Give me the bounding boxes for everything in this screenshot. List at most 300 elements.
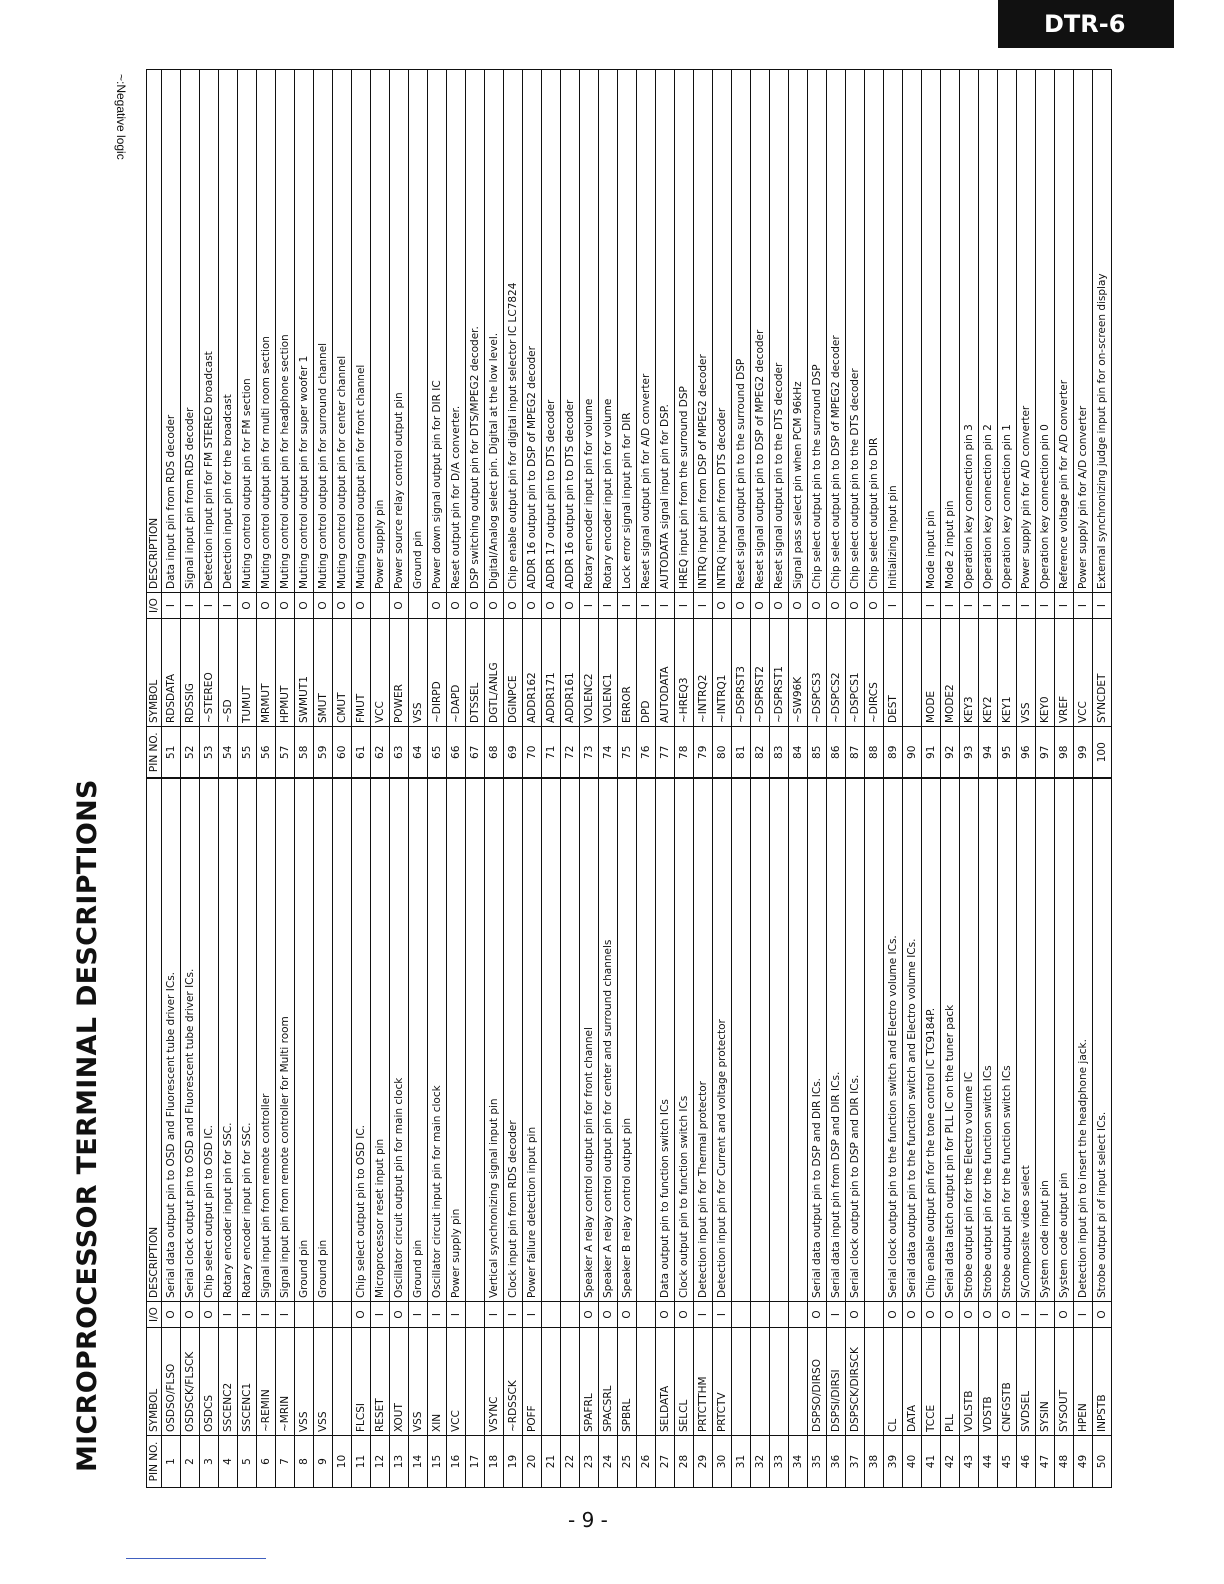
pin-description: Power supply pin bbox=[447, 779, 466, 1302]
pin-description: Rotary encoder input pin for volume bbox=[580, 70, 599, 593]
pin-io: O bbox=[618, 1302, 637, 1328]
header-symbol: SYMBOL bbox=[147, 619, 162, 727]
pin-description: System code input pin bbox=[1036, 779, 1055, 1302]
pin-description: Chip select output pin to the surround DSP bbox=[808, 70, 827, 593]
pin-symbol: CMUT bbox=[333, 619, 352, 727]
pin-description bbox=[903, 70, 922, 593]
table-row bbox=[1017, 70, 1036, 1488]
table-row bbox=[542, 70, 561, 1488]
pin-io: O bbox=[428, 593, 447, 619]
table-row bbox=[922, 70, 941, 1488]
pin-description: Vertical synchronizing signal input pin bbox=[485, 779, 504, 1302]
pin-number: 65 bbox=[428, 727, 447, 779]
pin-number: 58 bbox=[295, 727, 314, 779]
pin-io bbox=[466, 1302, 485, 1328]
pin-description: Operation key connection pin 1 bbox=[998, 70, 1017, 593]
pin-io: I bbox=[371, 1302, 390, 1328]
pin-number: 48 bbox=[1055, 1436, 1074, 1488]
pin-number: 72 bbox=[561, 727, 580, 779]
pin-description: Reset signal output pin for A/D converter bbox=[637, 70, 656, 593]
pin-io bbox=[371, 593, 390, 619]
pin-description: S/Composite video select bbox=[1017, 779, 1036, 1302]
pin-io: O bbox=[561, 593, 580, 619]
pin-io: O bbox=[504, 593, 523, 619]
table-row bbox=[523, 70, 542, 1488]
pin-io: I bbox=[276, 1302, 295, 1328]
table-row bbox=[732, 70, 751, 1488]
pin-description: Reset output pin for D/A converter. bbox=[447, 70, 466, 593]
table-row bbox=[333, 70, 352, 1488]
terminal-table-body bbox=[162, 70, 1112, 1488]
pin-description bbox=[561, 779, 580, 1302]
pin-io: O bbox=[1055, 1302, 1074, 1328]
pin-symbol: DPD bbox=[637, 619, 656, 727]
pin-symbol: SMUT bbox=[314, 619, 333, 727]
table-row bbox=[1036, 70, 1055, 1488]
pin-number: 33 bbox=[770, 1436, 789, 1488]
pin-io: O bbox=[162, 1302, 181, 1328]
pin-description: Muting control output pin for multi room section bbox=[257, 70, 276, 593]
table-row bbox=[257, 70, 276, 1488]
table-row bbox=[219, 70, 238, 1488]
pin-number: 75 bbox=[618, 727, 637, 779]
pin-io: I bbox=[960, 593, 979, 619]
pin-number: 85 bbox=[808, 727, 827, 779]
pin-io: I bbox=[1017, 1302, 1036, 1328]
pin-number: 38 bbox=[865, 1436, 884, 1488]
pin-io: I bbox=[219, 1302, 238, 1328]
pin-description: HREQ input pin from the surround DSP bbox=[675, 70, 694, 593]
pin-number: 7 bbox=[276, 1436, 295, 1488]
pin-symbol: ~DSPRST3 bbox=[732, 619, 751, 727]
pin-symbol: DATA bbox=[903, 1328, 922, 1436]
terminal-table-rotated bbox=[146, 70, 1108, 1488]
pin-description: Signal input pin from remote controller bbox=[257, 779, 276, 1302]
pin-io bbox=[295, 1302, 314, 1328]
pin-symbol: DSPSI/DIRSI bbox=[827, 1328, 846, 1436]
pin-io: O bbox=[960, 1302, 979, 1328]
pin-io: O bbox=[675, 1302, 694, 1328]
terminal-table-frame bbox=[146, 70, 1108, 1488]
pin-symbol: DEST bbox=[884, 619, 903, 727]
pin-io bbox=[409, 593, 428, 619]
pin-number: 34 bbox=[789, 1436, 808, 1488]
pin-io: I bbox=[409, 1302, 428, 1328]
pin-description: Digital/Analog select pin. Digital at the low level. bbox=[485, 70, 504, 593]
pin-description: Oscillator circuit output pin for main clock bbox=[390, 779, 409, 1302]
pin-description: Chip enable output pin for digital input selector IC LC7824 bbox=[504, 70, 523, 593]
model-badge bbox=[998, 0, 1174, 48]
pin-number: 46 bbox=[1017, 1436, 1036, 1488]
pin-io: O bbox=[979, 1302, 998, 1328]
pin-description: Muting control output pin for FM section bbox=[238, 70, 257, 593]
pin-number: 64 bbox=[409, 727, 428, 779]
pin-description: Signal input pin from remote controller for Multi room bbox=[276, 779, 295, 1302]
pin-io: I bbox=[238, 1302, 257, 1328]
pin-description bbox=[466, 779, 485, 1302]
pin-description bbox=[542, 779, 561, 1302]
pin-number: 53 bbox=[200, 727, 219, 779]
pin-symbol: KEY3 bbox=[960, 619, 979, 727]
pin-symbol: ~INTRQ1 bbox=[713, 619, 732, 727]
pin-description: Clock input pin from RDS decoder bbox=[504, 779, 523, 1302]
pin-number: 63 bbox=[390, 727, 409, 779]
pin-symbol: VOLENC1 bbox=[599, 619, 618, 727]
table-row bbox=[390, 70, 409, 1488]
pin-number: 91 bbox=[922, 727, 941, 779]
table-row bbox=[827, 70, 846, 1488]
table-row bbox=[409, 70, 428, 1488]
pin-description: Muting control output pin for surround channel bbox=[314, 70, 333, 593]
negative-logic-text: ~:Negative logic bbox=[114, 74, 128, 160]
footer-rule bbox=[126, 1558, 266, 1559]
pin-number: 24 bbox=[599, 1436, 618, 1488]
pin-number: 19 bbox=[504, 1436, 523, 1488]
pin-number: 14 bbox=[409, 1436, 428, 1488]
pin-number: 71 bbox=[542, 727, 561, 779]
pin-number: 74 bbox=[599, 727, 618, 779]
pin-number: 31 bbox=[732, 1436, 751, 1488]
pin-symbol: ~DIRCS bbox=[865, 619, 884, 727]
pin-io: O bbox=[447, 593, 466, 619]
table-row bbox=[751, 70, 770, 1488]
pin-io: I bbox=[827, 1302, 846, 1328]
table-row bbox=[200, 70, 219, 1488]
pin-io: I bbox=[447, 1302, 466, 1328]
pin-number: 37 bbox=[846, 1436, 865, 1488]
pin-symbol: SELDATA bbox=[656, 1328, 675, 1436]
pin-number: 80 bbox=[713, 727, 732, 779]
pin-number: 82 bbox=[751, 727, 770, 779]
pin-number: 50 bbox=[1093, 1436, 1112, 1488]
pin-description: Muting control output pin for super woofer 1 bbox=[295, 70, 314, 593]
pin-symbol bbox=[865, 1328, 884, 1436]
pin-description: Detection input pin for Current and voltage protector bbox=[713, 779, 732, 1302]
pin-symbol: TUMUT bbox=[238, 619, 257, 727]
pin-description: Power source relay control output pin bbox=[390, 70, 409, 593]
pin-symbol: RDSSIG bbox=[181, 619, 200, 727]
pin-symbol: VSS bbox=[314, 1328, 333, 1436]
pin-symbol: SSCENC1 bbox=[238, 1328, 257, 1436]
header-symbol: SYMBOL bbox=[147, 1328, 162, 1436]
pin-description: Operation key connection pin 0 bbox=[1036, 70, 1055, 593]
pin-number: 15 bbox=[428, 1436, 447, 1488]
pin-symbol: ~RDSSCK bbox=[504, 1328, 523, 1436]
pin-symbol: ~DSPCS2 bbox=[827, 619, 846, 727]
pin-io: I bbox=[200, 593, 219, 619]
pin-io: O bbox=[314, 593, 333, 619]
pin-number: 92 bbox=[941, 727, 960, 779]
header-io: I/O bbox=[147, 593, 162, 619]
pin-description: Clock output pin to function switch ICs bbox=[675, 779, 694, 1302]
pin-description: Detection input pin for the broadcast bbox=[219, 70, 238, 593]
pin-symbol: ~DSPRST2 bbox=[751, 619, 770, 727]
pin-io: I bbox=[884, 593, 903, 619]
table-row bbox=[1055, 70, 1074, 1488]
pin-symbol: MODE bbox=[922, 619, 941, 727]
pin-symbol: ~STEREO bbox=[200, 619, 219, 727]
pin-description: ADDR 17 output pin to DTS decoder bbox=[542, 70, 561, 593]
table-row bbox=[580, 70, 599, 1488]
pin-number: 11 bbox=[352, 1436, 371, 1488]
header-pin-no: PIN NO. bbox=[147, 727, 162, 779]
table-row bbox=[846, 70, 865, 1488]
pin-number: 41 bbox=[922, 1436, 941, 1488]
pin-io: I bbox=[1036, 1302, 1055, 1328]
pin-io: I bbox=[694, 1302, 713, 1328]
pin-description: Signal pass select pin when PCM 96kHz bbox=[789, 70, 808, 593]
pin-description: Microprocessor reset input pin bbox=[371, 779, 390, 1302]
pin-symbol bbox=[561, 1328, 580, 1436]
pin-description: Power down signal output pin for DIR IC bbox=[428, 70, 447, 593]
pin-symbol: VOLENC2 bbox=[580, 619, 599, 727]
pin-description: System code output pin bbox=[1055, 779, 1074, 1302]
pin-description: Speaker A relay control output pin for center and surround channels bbox=[599, 779, 618, 1302]
header-description: DESCRIPTION bbox=[147, 779, 162, 1302]
pin-io: O bbox=[580, 1302, 599, 1328]
pin-symbol: ~REMIN bbox=[257, 1328, 276, 1436]
pin-symbol: HPEN bbox=[1074, 1328, 1093, 1436]
pin-number: 68 bbox=[485, 727, 504, 779]
pin-number: 42 bbox=[941, 1436, 960, 1488]
pin-symbol: KEY2 bbox=[979, 619, 998, 727]
pin-io: O bbox=[998, 1302, 1017, 1328]
pin-symbol: VCC bbox=[447, 1328, 466, 1436]
pin-number: 59 bbox=[314, 727, 333, 779]
pin-description bbox=[865, 779, 884, 1302]
pin-description: Data output pin to function switch ICs bbox=[656, 779, 675, 1302]
pin-description: Muting control output pin for front channel bbox=[352, 70, 371, 593]
table-row bbox=[238, 70, 257, 1488]
pin-description: Serial data output pin to OSD and Fluorescent tube driver ICs. bbox=[162, 779, 181, 1302]
pin-description: Strobe output pin for the Electro volume IC bbox=[960, 779, 979, 1302]
pin-symbol bbox=[770, 1328, 789, 1436]
pin-description: Chip select output pin to OSD IC. bbox=[352, 779, 371, 1302]
pin-symbol: MODE2 bbox=[941, 619, 960, 727]
pin-symbol: POFF bbox=[523, 1328, 542, 1436]
pin-number: 43 bbox=[960, 1436, 979, 1488]
table-row bbox=[181, 70, 200, 1488]
pin-number: 44 bbox=[979, 1436, 998, 1488]
pin-io bbox=[770, 1302, 789, 1328]
pin-io: I bbox=[675, 593, 694, 619]
pin-io: I bbox=[485, 1302, 504, 1328]
pin-number: 76 bbox=[637, 727, 656, 779]
pin-description: Detection input pin for Thermal protector bbox=[694, 779, 713, 1302]
pin-io: O bbox=[903, 1302, 922, 1328]
table-row bbox=[656, 70, 675, 1488]
pin-number: 51 bbox=[162, 727, 181, 779]
pin-description: Strobe output pi of input select ICs. bbox=[1093, 779, 1112, 1302]
pin-description bbox=[789, 779, 808, 1302]
pin-number: 25 bbox=[618, 1436, 637, 1488]
pin-description: Mode input pin bbox=[922, 70, 941, 593]
pin-description: Rotary encoder input pin for SSC. bbox=[238, 779, 257, 1302]
pin-symbol: RDSDATA bbox=[162, 619, 181, 727]
pin-description: Serial data latch output pin for PLL IC on the tuner pack bbox=[941, 779, 960, 1302]
pin-number: 62 bbox=[371, 727, 390, 779]
pin-symbol: VCC bbox=[1074, 619, 1093, 727]
pin-io: I bbox=[694, 593, 713, 619]
pin-io: O bbox=[238, 593, 257, 619]
page-title: MICROPROCESSOR TERMINAL DESCRIPTIONS bbox=[72, 779, 103, 1472]
table-row bbox=[618, 70, 637, 1488]
pin-description: Detection input pin for FM STEREO broadcast bbox=[200, 70, 219, 593]
pin-description: Speaker A relay control output pin for front channel bbox=[580, 779, 599, 1302]
table-row bbox=[1074, 70, 1093, 1488]
pin-io: I bbox=[599, 593, 618, 619]
pin-number: 73 bbox=[580, 727, 599, 779]
pin-symbol: ~HREQ3 bbox=[675, 619, 694, 727]
pin-description: Strobe output pin for the function switch ICs bbox=[998, 779, 1017, 1302]
terminal-table bbox=[146, 69, 1112, 1488]
pin-description: Ground pin bbox=[409, 779, 428, 1302]
pin-symbol: VREF bbox=[1055, 619, 1074, 727]
pin-io: O bbox=[808, 1302, 827, 1328]
pin-io: O bbox=[789, 593, 808, 619]
pin-description: Detection input pin to insert the headphone jack. bbox=[1074, 779, 1093, 1302]
pin-description: Rotary encoder input pin for SSC. bbox=[219, 779, 238, 1302]
pin-number: 30 bbox=[713, 1436, 732, 1488]
pin-symbol: RESET bbox=[371, 1328, 390, 1436]
pin-number: 45 bbox=[998, 1436, 1017, 1488]
table-row bbox=[276, 70, 295, 1488]
pin-description: External synchronizing judge input pin for on-screen display bbox=[1093, 70, 1112, 593]
pin-description: Strobe output pin for the function switch ICs bbox=[979, 779, 998, 1302]
pin-number: 1 bbox=[162, 1436, 181, 1488]
pin-number: 8 bbox=[295, 1436, 314, 1488]
pin-description: AUTODATA signal input pin for DSP. bbox=[656, 70, 675, 593]
pin-io: O bbox=[941, 1302, 960, 1328]
pin-io: O bbox=[713, 593, 732, 619]
pin-symbol: VSS bbox=[1017, 619, 1036, 727]
pin-io: O bbox=[333, 593, 352, 619]
pin-description: Power supply pin for A/D converter bbox=[1017, 70, 1036, 593]
pin-io: I bbox=[428, 1302, 447, 1328]
pin-description: Muting control output pin for center channel bbox=[333, 70, 352, 593]
pin-symbol bbox=[903, 619, 922, 727]
pin-io: O bbox=[390, 1302, 409, 1328]
pin-symbol: SELCL bbox=[675, 1328, 694, 1436]
pin-io: I bbox=[637, 593, 656, 619]
pin-description: Oscillator circuit input pin for main clock bbox=[428, 779, 447, 1302]
pin-symbol: KEY0 bbox=[1036, 619, 1055, 727]
pin-number: 49 bbox=[1074, 1436, 1093, 1488]
pin-number: 21 bbox=[542, 1436, 561, 1488]
pin-number: 22 bbox=[561, 1436, 580, 1488]
pin-symbol: SYSOUT bbox=[1055, 1328, 1074, 1436]
table-header-row bbox=[147, 70, 162, 1488]
pin-symbol bbox=[751, 1328, 770, 1436]
pin-symbol: DTSSEL bbox=[466, 619, 485, 727]
pin-symbol bbox=[333, 1328, 352, 1436]
pin-description: Ground pin bbox=[409, 70, 428, 593]
pin-number: 39 bbox=[884, 1436, 903, 1488]
pin-number: 9 bbox=[314, 1436, 333, 1488]
table-row bbox=[770, 70, 789, 1488]
pin-symbol: SVDSEL bbox=[1017, 1328, 1036, 1436]
pin-symbol: ADDR171 bbox=[542, 619, 561, 727]
pin-io: O bbox=[523, 593, 542, 619]
table-row bbox=[371, 70, 390, 1488]
pin-number: 77 bbox=[656, 727, 675, 779]
pin-symbol: MRMUT bbox=[257, 619, 276, 727]
pin-description bbox=[333, 779, 352, 1302]
pin-number: 52 bbox=[181, 727, 200, 779]
pin-symbol: ~SD bbox=[219, 619, 238, 727]
header-pin-no: PIN NO. bbox=[147, 1436, 162, 1488]
pin-number: 86 bbox=[827, 727, 846, 779]
pin-description bbox=[751, 779, 770, 1302]
pin-io: O bbox=[884, 1302, 903, 1328]
pin-number: 20 bbox=[523, 1436, 542, 1488]
pin-number: 93 bbox=[960, 727, 979, 779]
pin-symbol: VDSTB bbox=[979, 1328, 998, 1436]
pin-number: 60 bbox=[333, 727, 352, 779]
pin-number: 54 bbox=[219, 727, 238, 779]
pin-number: 23 bbox=[580, 1436, 599, 1488]
pin-number: 70 bbox=[523, 727, 542, 779]
pin-number: 16 bbox=[447, 1436, 466, 1488]
pin-symbol: DGINPCE bbox=[504, 619, 523, 727]
pin-symbol: ~MRIN bbox=[276, 1328, 295, 1436]
pin-description: Serial data input pin from DSP and DIR ICs. bbox=[827, 779, 846, 1302]
pin-number: 78 bbox=[675, 727, 694, 779]
pin-number: 2 bbox=[181, 1436, 200, 1488]
pin-symbol bbox=[732, 1328, 751, 1436]
pin-io: O bbox=[846, 593, 865, 619]
pin-description: Ground pin bbox=[295, 779, 314, 1302]
pin-symbol: XIN bbox=[428, 1328, 447, 1436]
table-row bbox=[485, 70, 504, 1488]
pin-symbol: OSDSCK/FLSCK bbox=[181, 1328, 200, 1436]
pin-io: I bbox=[1055, 593, 1074, 619]
pin-symbol: PRTCTV bbox=[713, 1328, 732, 1436]
pin-description: Reset signal output pin to the DTS decoder bbox=[770, 70, 789, 593]
pin-number: 89 bbox=[884, 727, 903, 779]
pin-symbol: ~DIRPD bbox=[428, 619, 447, 727]
pin-symbol bbox=[466, 1328, 485, 1436]
pin-description: Power failure detection input pin bbox=[523, 779, 542, 1302]
pin-io: O bbox=[390, 593, 409, 619]
table-row bbox=[637, 70, 656, 1488]
pin-io bbox=[903, 593, 922, 619]
pin-symbol: SPACSRL bbox=[599, 1328, 618, 1436]
pin-io: I bbox=[941, 593, 960, 619]
pin-symbol: VSS bbox=[409, 1328, 428, 1436]
table-row bbox=[428, 70, 447, 1488]
pin-io: O bbox=[352, 593, 371, 619]
pin-io: I bbox=[219, 593, 238, 619]
pin-description: Reference voltage pin for A/D converter bbox=[1055, 70, 1074, 593]
pin-symbol: DGTL/ANLG bbox=[485, 619, 504, 727]
pin-number: 66 bbox=[447, 727, 466, 779]
page-number: - 9 - bbox=[568, 1508, 608, 1532]
table-row bbox=[162, 70, 181, 1488]
pin-number: 96 bbox=[1017, 727, 1036, 779]
pin-io: I bbox=[580, 593, 599, 619]
pin-number: 61 bbox=[352, 727, 371, 779]
pin-number: 98 bbox=[1055, 727, 1074, 779]
pin-description bbox=[732, 779, 751, 1302]
pin-number: 12 bbox=[371, 1436, 390, 1488]
pin-number: 56 bbox=[257, 727, 276, 779]
pin-description: Chip select output pin to DSP of MPEG2 decoder bbox=[827, 70, 846, 593]
pin-description: Reset signal output pin to DSP of MPEG2 decoder bbox=[751, 70, 770, 593]
pin-symbol: ~INTRQ2 bbox=[694, 619, 713, 727]
pin-symbol: VCC bbox=[371, 619, 390, 727]
pin-io: I bbox=[656, 593, 675, 619]
